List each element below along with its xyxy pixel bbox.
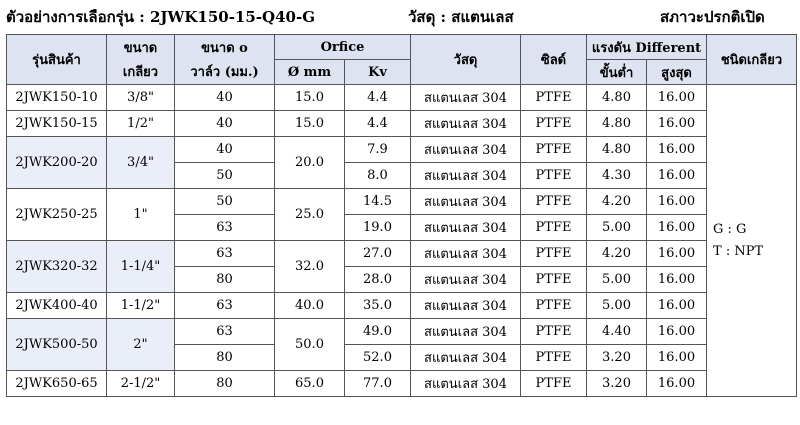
material-cell: สแตนเลส 304 [411,215,521,241]
material-cell: สแตนเลส 304 [411,163,521,189]
model-cell: 2JWK200-20 [7,137,107,189]
valve-size-cell: 63 [175,215,275,241]
orifice-mm-cell: 40.0 [275,293,345,319]
material-cell: สแตนเลส 304 [411,371,521,397]
kv-cell: 28.0 [345,267,411,293]
seal-cell: PTFE [521,345,587,371]
header-kv: Kv [345,60,411,85]
material-cell: สแตนเลส 304 [411,85,521,111]
pressure-min-cell: 4.80 [587,111,647,137]
kv-cell: 77.0 [345,371,411,397]
valve-size-cell: 63 [175,241,275,267]
model-cell: 2JWK150-10 [7,85,107,111]
thread-size-cell: 2" [107,319,175,371]
orifice-mm-cell: 50.0 [275,319,345,371]
material-cell: สแตนเลส 304 [411,319,521,345]
orifice-mm-cell: 25.0 [275,189,345,241]
seal-cell: PTFE [521,137,587,163]
model-cell: 2JWK320-32 [7,241,107,293]
thread-type-item: G : G [713,221,747,237]
pressure-min-cell: 4.80 [587,137,647,163]
thread-size-cell: 1" [107,189,175,241]
orifice-mm-cell: 15.0 [275,85,345,111]
title-bar [0,0,800,32]
seal-cell: PTFE [521,319,587,345]
kv-cell: 19.0 [345,215,411,241]
table-row [7,137,797,163]
seal-cell: PTFE [521,189,587,215]
pressure-max-cell: 16.00 [647,189,707,215]
pressure-min-cell: 4.80 [587,85,647,111]
material-cell: สแตนเลส 304 [411,293,521,319]
thread-size-cell: 2-1/2" [107,371,175,397]
valve-size-cell: 50 [175,189,275,215]
kv-cell: 4.4 [345,85,411,111]
state-title: สภาวะปรกติเปิด [660,8,765,26]
table-row [7,189,797,215]
thread-type-cell [707,85,797,397]
header-orifice: Orfice [275,35,411,60]
header-size-top: ขนาด [107,35,175,60]
pressure-max-cell: 16.00 [647,345,707,371]
material-cell: สแตนเลส 304 [411,137,521,163]
pressure-max-cell: 16.00 [647,215,707,241]
kv-cell: 52.0 [345,345,411,371]
valve-size-cell: 50 [175,163,275,189]
material-cell: สแตนเลส 304 [411,111,521,137]
valve-size-cell: 80 [175,371,275,397]
pressure-max-cell: 16.00 [647,163,707,189]
seal-cell: PTFE [521,267,587,293]
header-pressure: แรงดัน Different [587,35,707,60]
material-title: วัสดุ : สแตนเลส [408,8,514,26]
valve-size-cell: 40 [175,111,275,137]
kv-cell: 7.9 [345,137,411,163]
valve-size-cell: 40 [175,137,275,163]
kv-cell: 27.0 [345,241,411,267]
model-cell: 2JWK150-15 [7,111,107,137]
header-orifice-mm: Ø mm [275,60,345,85]
orifice-mm-cell: 65.0 [275,371,345,397]
table-row [7,241,797,267]
header-material: วัสดุ [411,35,521,85]
pressure-min-cell: 3.20 [587,371,647,397]
pressure-min-cell: 4.40 [587,319,647,345]
thread-size-cell: 3/4" [107,137,175,189]
spec-table [6,34,797,397]
thread-size-cell: 1/2" [107,111,175,137]
kv-cell: 49.0 [345,319,411,345]
table-row [7,111,797,137]
material-cell: สแตนเลส 304 [411,267,521,293]
model-cell: 2JWK250-25 [7,189,107,241]
header-pmax: สูงสุด [647,60,707,85]
orifice-mm-cell: 32.0 [275,241,345,293]
seal-cell: PTFE [521,163,587,189]
valve-size-cell: 80 [175,267,275,293]
seal-cell: PTFE [521,293,587,319]
pressure-min-cell: 4.20 [587,241,647,267]
header-valve-top: ขนาด o [175,35,275,60]
pressure-max-cell: 16.00 [647,319,707,345]
kv-cell: 14.5 [345,189,411,215]
material-cell: สแตนเลส 304 [411,189,521,215]
pressure-max-cell: 16.00 [647,293,707,319]
header-pmin: ขั้นต่ำ [587,60,647,85]
pressure-min-cell: 4.30 [587,163,647,189]
pressure-max-cell: 16.00 [647,241,707,267]
table-row [7,85,797,111]
model-cell: 2JWK400-40 [7,293,107,319]
table-body [7,85,797,397]
table-row [7,293,797,319]
pressure-min-cell: 4.20 [587,189,647,215]
material-cell: สแตนเลส 304 [411,345,521,371]
kv-cell: 35.0 [345,293,411,319]
pressure-max-cell: 16.00 [647,267,707,293]
pressure-max-cell: 16.00 [647,137,707,163]
kv-cell: 4.4 [345,111,411,137]
header-seal: ซิลด์ [521,35,587,85]
orifice-mm-cell: 20.0 [275,137,345,189]
table-row [7,371,797,397]
pressure-min-cell: 5.00 [587,293,647,319]
pressure-max-cell: 16.00 [647,371,707,397]
seal-cell: PTFE [521,371,587,397]
pressure-min-cell: 3.20 [587,345,647,371]
seal-cell: PTFE [521,85,587,111]
header-model: รุ่นสินค้า [7,35,107,85]
model-cell: 2JWK650-65 [7,371,107,397]
seal-cell: PTFE [521,241,587,267]
material-cell: สแตนเลส 304 [411,241,521,267]
thread-size-cell: 1-1/2" [107,293,175,319]
example-title: ตัวอย่างการเลือกรุ่น : 2JWK150-15-Q40-G [6,8,316,26]
valve-size-cell: 63 [175,293,275,319]
valve-size-cell: 63 [175,319,275,345]
header-valve-bottom: วาล์ว (มม.) [175,60,275,85]
thread-type-item: T : NPT [713,243,764,259]
seal-cell: PTFE [521,215,587,241]
thread-size-cell: 1-1/4" [107,241,175,293]
pressure-max-cell: 16.00 [647,85,707,111]
valve-size-cell: 80 [175,345,275,371]
kv-cell: 8.0 [345,163,411,189]
header-size-bottom: เกลียว [107,60,175,85]
pressure-min-cell: 5.00 [587,215,647,241]
seal-cell: PTFE [521,111,587,137]
valve-size-cell: 40 [175,85,275,111]
model-cell: 2JWK500-50 [7,319,107,371]
orifice-mm-cell: 15.0 [275,111,345,137]
table-row [7,319,797,345]
pressure-max-cell: 16.00 [647,111,707,137]
pressure-min-cell: 5.00 [587,267,647,293]
header-thread-type: ชนิดเกลียว [707,35,797,85]
thread-size-cell: 3/8" [107,85,175,111]
